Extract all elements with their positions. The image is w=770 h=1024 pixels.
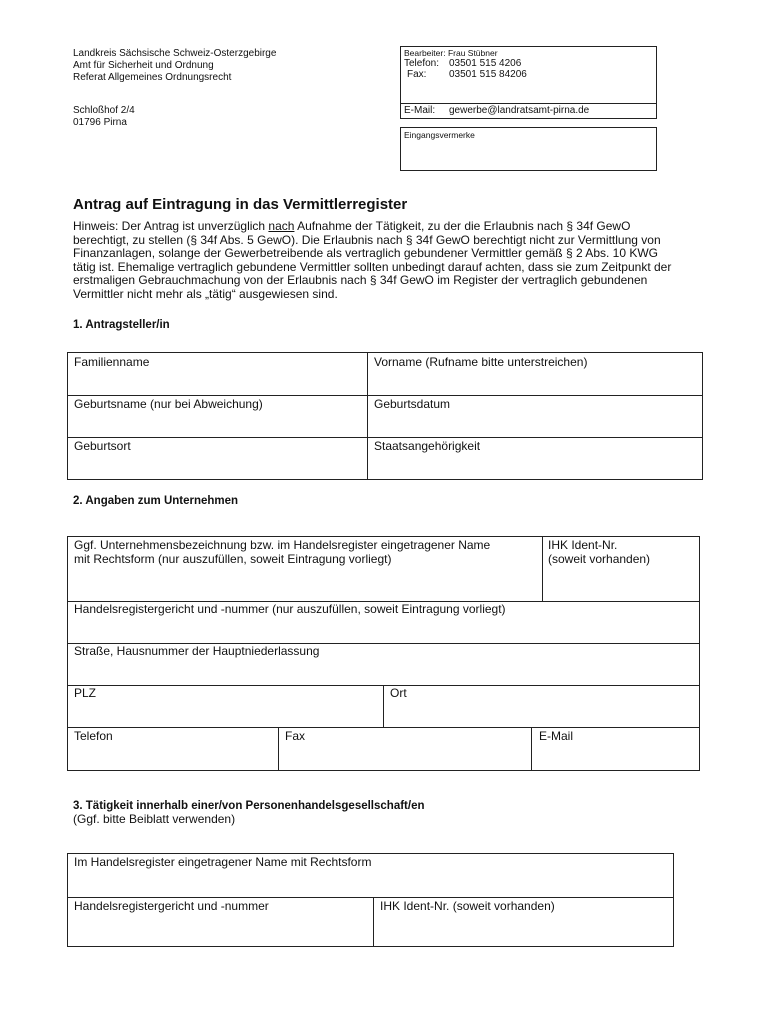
- handelsregister-nummer-field[interactable]: Handelsregistergericht und -nummer: [74, 899, 269, 913]
- column-divider: [278, 727, 279, 770]
- section3-heading: 3. Tätigkeit innerhalb einer/von Personenhandelsgesellschaft/en: [73, 800, 425, 812]
- ort-field[interactable]: Ort: [390, 686, 407, 700]
- authority-line: Referat Allgemeines Ordnungsrecht: [73, 72, 232, 83]
- email-value: gewerbe@landratsamt-pirna.de: [449, 105, 590, 116]
- staatsangehoerigkeit-field[interactable]: Staatsangehörigkeit: [374, 439, 481, 453]
- fax-value: 03501 515 84206: [449, 69, 527, 80]
- page-title: Antrag auf Eintragung in das Vermittlerregister: [73, 196, 408, 213]
- column-divider: [383, 685, 384, 727]
- column-divider: [542, 537, 543, 601]
- ihk-ident-field[interactable]: IHK Ident-Nr. (soweit vorhanden): [548, 538, 651, 566]
- section2-table: [67, 536, 700, 771]
- ihk-ident-field-3[interactable]: IHK Ident-Nr. (soweit vorhanden): [380, 899, 555, 913]
- authority-block: [73, 48, 276, 84]
- column-divider: [373, 897, 374, 946]
- address-block: [73, 105, 135, 129]
- hint-text-part2: Aufnahme der Tätigkeit, zu der die Erlaubnis nach § 34f GewO berechtigt, zu stellen (§ 34f Abs. 5 GewO). Die Erlaubnis nach § 34f GewO berechtigt nicht zur Vermittlung von Finanzanlagen, solange der Gewerbetreibende als vertraglich gebundener Vermittler gemäß § 2 Abs. 10 KWG tätig ist. Ehemalige vertraglich gebundene Vermittler sollten unbedingt darauf achten, dass sie zum Zeitpunkt der erstmaligen Gebrauchmachung von der Erlaubnis nach § 34f GewO im Register der vertraglich gebundenen Vermittler nicht mehr als „tätig“ ausgewiesen sind.: [73, 219, 672, 301]
- section2-heading: 2. Angaben zum Unternehmen: [73, 495, 239, 507]
- row-divider: [68, 727, 699, 728]
- name-rechtsform-field[interactable]: Im Handelsregister eingetragener Name mit Rechtsform: [74, 855, 372, 869]
- geburtsort-field[interactable]: Geburtsort: [74, 439, 131, 453]
- bearbeiter-text: Bearbeiter: Frau Stübner: [404, 48, 498, 58]
- email-label: E-Mail:: [404, 105, 436, 116]
- telefon-value: 03501 515 4206: [449, 58, 522, 69]
- authority-line: Landkreis Sächsische Schweiz-Osterzgebirge: [73, 48, 277, 59]
- geburtsdatum-field[interactable]: Geburtsdatum: [374, 397, 451, 411]
- section3-table: [67, 853, 674, 947]
- familienname-field[interactable]: Familienname: [74, 355, 150, 369]
- vorname-field[interactable]: Vorname (Rufname bitte unterstreichen): [374, 355, 588, 369]
- column-divider: [531, 727, 532, 770]
- row-divider: [68, 395, 702, 396]
- section1-table: [67, 352, 703, 480]
- eingangsvermerke-box[interactable]: [400, 127, 657, 171]
- address-line: 01796 Pirna: [73, 117, 127, 128]
- contact-divider: [401, 103, 656, 104]
- geburtsname-field[interactable]: Geburtsname (nur bei Abweichung): [74, 397, 263, 411]
- strasse-field[interactable]: Straße, Hausnummer der Hauptniederlassung: [74, 644, 320, 658]
- section1-heading: 1. Antragsteller/in: [73, 319, 170, 331]
- contact-box: [400, 46, 657, 119]
- plz-field[interactable]: PLZ: [74, 686, 97, 700]
- section3-subheading: (Ggf. bitte Beiblatt verwenden): [73, 812, 236, 826]
- hint-text-part1: Hinweis: Der Antrag ist unverzüglich: [73, 219, 269, 233]
- telefon-field[interactable]: Telefon: [74, 729, 113, 743]
- eingangsvermerke-label: Eingangsvermerke: [404, 130, 475, 140]
- email-field[interactable]: E-Mail: [539, 729, 574, 743]
- address-line: Schloßhof 2/4: [73, 105, 135, 116]
- telefon-label: Telefon:: [404, 58, 440, 69]
- handelsregister-field[interactable]: Handelsregistergericht und -nummer (nur auszufüllen, soweit Eintragung vorliegt): [74, 602, 506, 616]
- column-divider: [367, 353, 368, 479]
- fax-label: Fax:: [407, 69, 427, 80]
- hint-paragraph: [73, 220, 673, 301]
- hint-underlined-word: nach: [268, 219, 295, 233]
- row-divider: [68, 897, 673, 898]
- fax-field[interactable]: Fax: [285, 729, 306, 743]
- row-divider: [68, 437, 702, 438]
- unternehmensbezeichnung-field[interactable]: Ggf. Unternehmensbezeichnung bzw. im Handelsregister eingetragener Name mit Rechtsform (nur auszufüllen, soweit Eintragung vorliegt): [74, 538, 491, 566]
- authority-line: Amt für Sicherheit und Ordnung: [73, 60, 214, 71]
